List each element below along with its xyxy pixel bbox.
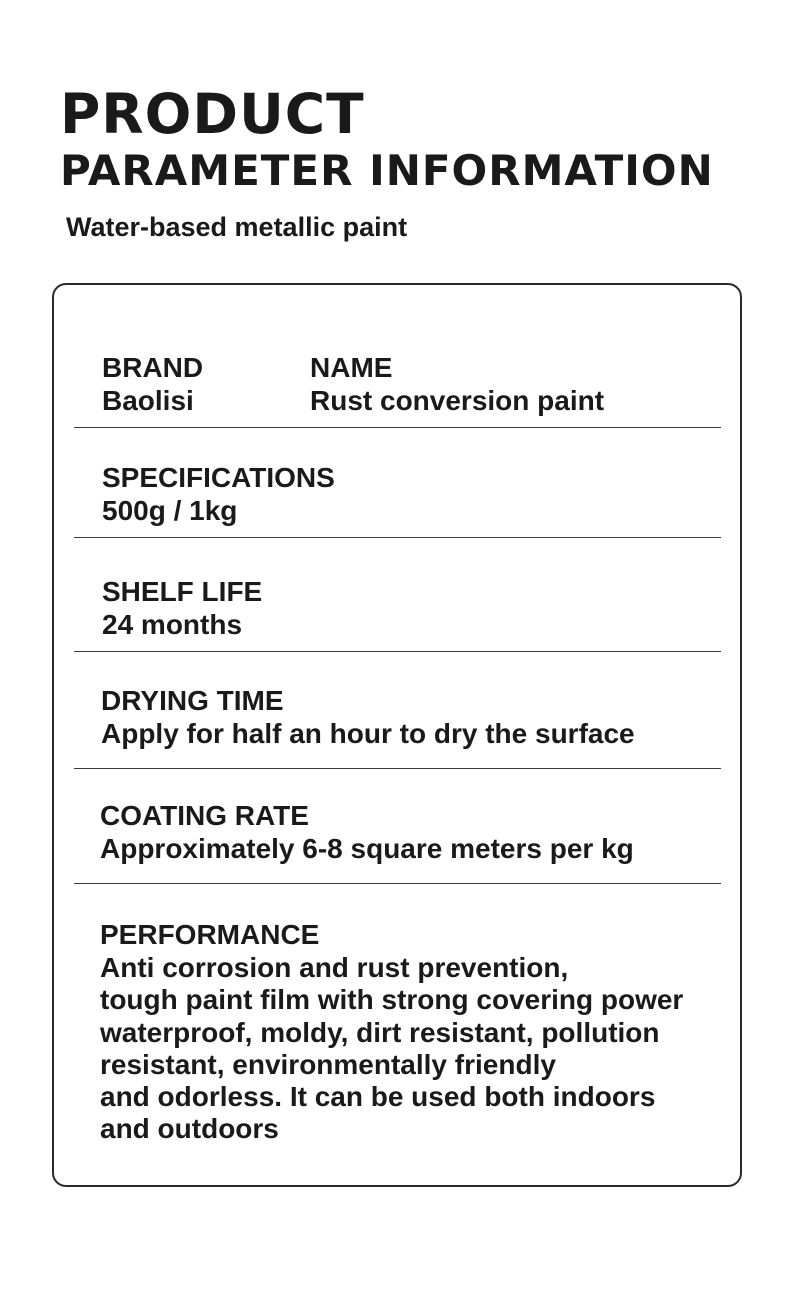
drying-time-value: Apply for half an hour to dry the surface: [101, 718, 635, 749]
name-label: NAME: [310, 352, 393, 383]
coating-rate-label: COATING RATE: [100, 800, 309, 831]
performance-line: and outdoors: [100, 1113, 279, 1145]
divider: [74, 883, 721, 884]
brand-value: Baolisi: [102, 385, 194, 416]
brand-label: BRAND: [102, 352, 204, 383]
divider: [74, 427, 721, 428]
performance-line: tough paint film with strong covering power: [100, 984, 684, 1016]
divider: [74, 651, 721, 652]
divider: [74, 768, 721, 769]
specifications-value: 500g / 1kg: [102, 495, 238, 526]
performance-line: resistant, environmentally friendly: [100, 1048, 556, 1080]
performance-line: waterproof, moldy, dirt resistant, pollution: [100, 1016, 660, 1048]
coating-rate-value: Approximately 6-8 square meters per kg: [100, 833, 634, 864]
performance-line: Anti corrosion and rust prevention,: [100, 952, 569, 983]
name-value: Rust conversion paint: [310, 385, 605, 416]
page-title-secondary: PARAMETER INFORMATION: [60, 146, 714, 195]
page-title: PRODUCT: [60, 82, 365, 146]
drying-time-label: DRYING TIME: [101, 685, 284, 716]
shelf-life-label: SHELF LIFE: [102, 576, 263, 607]
performance-line: and odorless. It can be used both indoors: [100, 1081, 656, 1113]
shelf-life-value: 24 months: [102, 609, 243, 640]
product-subtitle: Water-based metallic paint: [66, 212, 408, 242]
divider: [74, 537, 721, 538]
performance-label: PERFORMANCE: [100, 919, 320, 950]
performance-value: [100, 952, 683, 1146]
specifications-label: SPECIFICATIONS: [102, 462, 335, 493]
